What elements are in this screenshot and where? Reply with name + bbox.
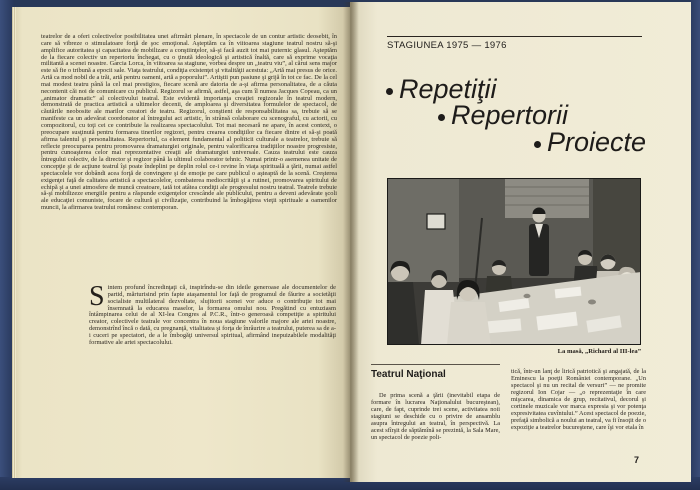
photo-back-door	[593, 178, 641, 274]
left-page-stack-edges	[12, 7, 16, 478]
title-repertorii: Repertorii	[451, 100, 569, 130]
photo-cup	[524, 294, 531, 298]
section-heading: Teatrul Naţional	[371, 369, 446, 380]
book-gutter-shadow	[343, 2, 359, 482]
bullet-icon	[534, 141, 541, 148]
photo-cup	[588, 300, 596, 305]
season-header: STAGIUNEA 1975 — 1976	[387, 40, 507, 51]
person-body	[447, 302, 491, 345]
title-line-2	[438, 100, 568, 130]
article-column-1: De prima scenă a ţării (inevitabil etapa de formare în lucrarea Naţionalului bucureştean), care, de fapt, cuprinde trei scene, activitatea noii stagiuni se deschide cu o privire de ansamblu asupra întregului an teatral, în perspectivă. La acest sfîrşit de săptămînă se prezintă, la Sala Mare, un spectacol de poezie poli-	[371, 392, 500, 441]
header-rule	[387, 36, 642, 37]
drop-cap: S	[89, 281, 105, 312]
left-page-paragraph-1: teatrelor de a oferi colectivelor posibilitatea unei afirmări plenare, în spectacole de un contur artistic deosebit, în care să vibreze o stimulatoare forţă de şoc emoţional. Aşteptăm ca în viitoarea stagiune teatrul nostru să-şi amplifice autoritatea şi capacitatea de mobilizare a conştiinţelor, să-şi facă auzit tot mai puternic glasul. Aşteptăm de la fiecare colectiv un repertoriu închegat, cu o ţinută ideologică şi artistică înaltă, care să exprime vocaţia militantă a scenei noastre. Garcia Lorca, în viitoarea sa stagiune, vorbea despre un „teatru viu”, al cărui sens major este să fie o tribună a epocii sale. Viaţa teatrului, condiţia existenţei şi vitalităţii acestuia: „Artă mai presus de orice. Artă ca mod nobil de a trăi, artă pentru oameni, artă a poporului”. Artiştii pun pasiune şi grijă în tot ce fac. De la cel mai modest teatru până la cel mai prestigios, fiecare scenă are datoria de a-şi afirma personalitatea, de a căuta necontenit căi noi de comunicare cu publicul. Regizorul se afirmă, astfel, aşa cum îl numea Jacques Copeau, ca un „animator dramatic” al colectivului teatral. Este evidentă importanţa creaţiei regizorale în teatrul modern, demonstrată de practica artistică a ultimelor decenii, de amploarea şi diversitatea formulelor de spectacol, de căutările neobosite ale marilor creatori de teatru. Regizorul, conştient de responsabilitatea sa, trebuie să se manifeste ca un adevărat coordonator al întregului act artistic, în strânsă colaborare cu scenograful, cu actorii, cu compozitorul, cu toţi cei ce contribuie la realizarea spectacolului. Tot mai necesară ne apare, în acest context, o preocupare susţinută pentru formarea tinerilor regizori, pentru crearea condiţiilor ca fiecare dintre ei să-şi poată afirma talentul şi personalitatea. Repertoriul, ca element fundamental al politicii culturale a teatrelor, trebuie să reflecte preocuparea pentru promovarea dramaturgiei originale, pentru valorificarea tradiţiilor noastre progresiste, pentru cunoaşterea celor mai reprezentative creaţii ale dramaturgiei universale. Cauza teatrului este cauza întregului colectiv, de la director şi regizor până la ultimul colaborator tehnic. Numai printr-o asemenea unitate de concepţie şi de acţiune teatrul îşi poate îndeplini pe deplin rolul ce-i revine în viaţa spirituală a ţării, numai astfel spectacolele vor dobândi acea forţă de convingere şi de emoţie pe care publicul o aşteaptă de la scenă. Creşterea exigenţei faţă de calitatea artistică a spectacolelor, combaterea mediocrităţii şi a rutinei, promovarea spiritului de echipă şi a unei atmosfere de muncă creatoare, iată tot atâtea condiţii ale progresului nostru teatral. Teatrele trebuie să-şi mobilizeze energiile pentru a răspunde exigenţelor crescânde ale publicului, pentru a deveni adevărate şcoli ale educaţiei comuniste, focare de cultură şi civilizaţie, contribuind la îmbogăţirea vieţii spirituale a oamenilor muncii, la afirmarea teatrului românesc contemporan.	[41, 33, 337, 212]
left-page-paragraph-2-text: intem profund încredinţaţi că, inspirîndu-se din ideile generoase ale documentelor de partid, mărturisind prin fapte ataşamentul lor faţă de programul de făurire a societăţii socialiste multilateral dezvoltate, slujitorii scenei vor aduce o contribuţie tot mai însemnată la educarea maselor, la formarea omului nou. Pregătind cu entuziasm întâmpinarea celui de al XI-lea Congres al P.C.R., într-o generoasă competiţie a spiritului creator, colectivele teatrale vor concentra în noua stagiune valorile majore ale artei noastre, demonstrînd încă o dată, cu pregnanţă, vitalitatea şi forţa de înrâurire a teatrului, puterea sa de a-i cuceri pe spectatori, de a le îmbogăţi universul spiritual, afirmând inepuizabilele modalităţi formative ale artei spectacolului.	[89, 284, 336, 346]
photo-wall-picture	[427, 214, 445, 229]
rehearsal-photo	[387, 178, 641, 345]
title-proiecte: Proiecte	[547, 127, 647, 157]
photo-caption: La masă, „Richard al III-lea”	[557, 348, 641, 355]
bullet-icon	[438, 114, 445, 121]
page-number: 7	[634, 455, 640, 465]
left-page-paragraph-2	[89, 281, 336, 347]
bullet-icon	[386, 88, 393, 95]
title-line-3	[534, 127, 646, 157]
photo-window-light	[505, 178, 589, 218]
article-column-2: tică, într-un lanţ de lirică patriotică şi angajată, de la Eminescu la poeţii României contemporane. „Un spectacol şi nu un recital de versuri” — ne promite regizorul Ion Cojar — „o reprezentaţie în care mişcarea, dinamica de grup, recitativul, decorul şi cortinele muzicale vor marca expresia şi vor potenţa expresivitatea cuvîntului.” Acest spectacol de poezie, prefaţă simbolică a noului an teatral, va fi însoţit de o expoziţie a teatrelor bucureştene, care îşi vor etala în	[511, 368, 646, 431]
section-rule	[371, 364, 500, 365]
title-repetitii: Repetiţii	[399, 74, 497, 104]
book-cover-right-edge	[690, 0, 700, 490]
